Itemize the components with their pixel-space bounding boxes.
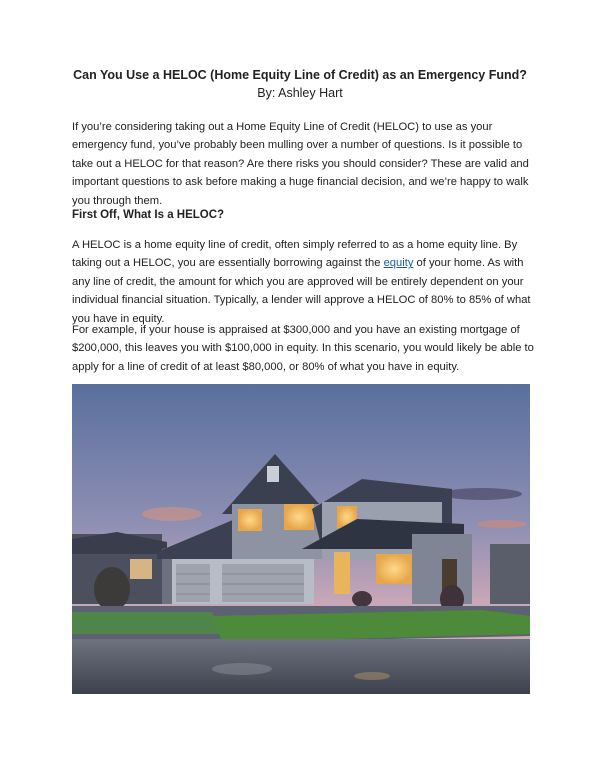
section-heading: First Off, What Is a HELOC? xyxy=(72,209,225,221)
paragraph-text-before: A HELOC is a home equity line of credit, often simply referred to as a home equity line. By taking out a HELOC, you are essentially borrowing against the xyxy=(72,239,518,270)
equity-link[interactable]: equity xyxy=(383,257,414,270)
byline: By: Ashley Hart xyxy=(257,86,343,100)
document-title: Can You Use a HELOC (Home Equity Line of Credit) as an Emergency Fund? xyxy=(73,68,527,82)
house-photo xyxy=(72,384,530,694)
example-paragraph: For example, if your house is appraised at $300,000 and you have an existing mortgage of $200,000, this leaves you with $100,000 in equity. In this scenario, you would likely be able to apply for a line of credit of at least $80,000, or 80% of what you have in equity. xyxy=(72,324,534,373)
paragraph-text-after: of your home. As with any line of credit, the amount for which you are approved will be entirely dependent on your individual financial situation. Typically, a lender will approve a HELOC of 80% to 85% of what you have in equity. xyxy=(72,257,531,325)
intro-paragraph: If you’re considering taking out a Home Equity Line of Credit (HELOC) to use as your emergency fund, you’ve probably been mulling over a number of questions. Is it possible to take out a HELOC for that reason? Are there risks you should consider? These are valid and important questions to ask before making a huge financial decision, and we’re happy to walk you through them. xyxy=(72,121,529,207)
heloc-definition-paragraph xyxy=(72,236,534,328)
